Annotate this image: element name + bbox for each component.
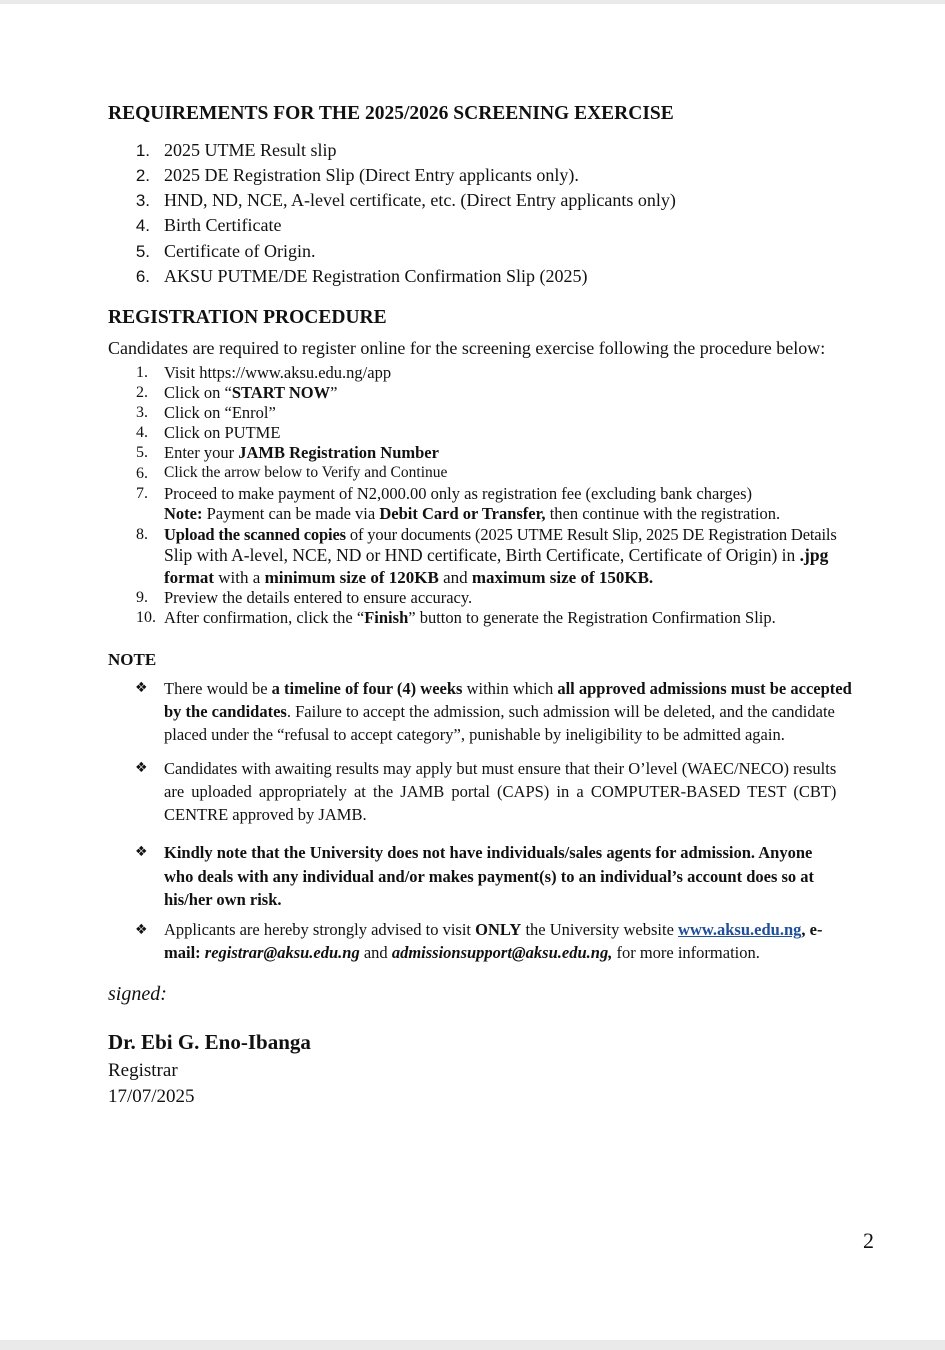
- requirements-heading: REQUIREMENTS FOR THE 2025/2026 SCREENING EXERCISE: [108, 103, 674, 124]
- procedure-heading: REGISTRATION PROCEDURE: [108, 307, 387, 328]
- bullet-icon: ❖: [135, 844, 148, 860]
- registrar-email[interactable]: registrar@aksu.edu.ng: [204, 943, 360, 962]
- signatory-title: Registrar: [108, 1060, 178, 1081]
- support-email[interactable]: admissionsupport@aksu.edu.ng,: [391, 943, 613, 962]
- website-link[interactable]: www.aksu.edu.ng: [678, 920, 802, 939]
- signatory-name: Dr. Ebi G. Eno-Ibanga: [108, 1030, 311, 1054]
- signature-date: 17/07/2025: [108, 1086, 195, 1107]
- signed-label: signed:: [108, 983, 167, 1005]
- bullet-icon: ❖: [135, 922, 148, 938]
- bullet-icon: ❖: [135, 680, 148, 696]
- document-page: REQUIREMENTS FOR THE 2025/2026 SCREENING EXERCISE 1. 2025 UTME Result slip 2. 2025 DE Registration Slip (Direct Entry applicants only). 3. HND, ND, NCE, A-level certificate, etc. (Direct Entry applicants only) 4. Birth Certificate 5. Certificate of Origin. 6. AKSU PUTME/DE Registration Confirmation Slip (2025) REGISTRATION PROCEDURE Candidates are required to register online for the screening exercise following the procedure below: 1. Visit https://www.aksu.edu.ng/app 2. Click on “START NOW” 3. Click on “Enrol” 4. Click on PUTME 5. Enter your JAMB Registration Number 6. Click the arrow below to Verify and Continue 7. Proceed to make payment of N2,000.00 only as registration fee (excluding bank charges) Note: Payment can be made via Debit Card or Transfer, then continue with the registration. 8. Upload the scanned copies of your documents (2025 UTME Result Slip, 2025 DE Registration Details Slip with A-level, NCE, ND or HND certificate, Birth Certificate, Certificate of Origin) in .jpg format with a minimum size of 120KB and maximum size of 150KB. 9. Preview the details entered to ensure accuracy. 10. After confirmation, click the “Finish” button to generate the Registration Confirmation Slip. NOTE ❖ There would be a timeline of four (4) weeks within which all approved admissions must be accepted by the candidates. Failure to accept the admission, such admission will be deleted, and the candidate placed under the “refusal to accept category”, punishable by ineligibility to be admitted again. ❖ Candidates with awaiting results may apply but must ensure that their O’level (WAEC/NECO) results are uploaded appropriately at the JAMB portal (CAPS) in a COMPUTER-BASED TEST (CBT) CENTRE approved by JAMB. ❖ Kindly note that the University does not have individuals/sales agents for admission. Anyone who deals with any individual and/or makes payment(s) to an individual’s account does so at his/her own risk. ❖ Applicants are hereby strongly advised to visit ONLY the University website www.aksu.edu.ng, e- mail: registrar@aksu.edu.ng and admissionsupport@aksu.edu.ng, for more information. signed: Dr. Ebi G. Eno-Ibanga Registrar 17/07/2025 2: [0, 4, 945, 1340]
- note-heading: NOTE: [108, 650, 157, 669]
- bullet-icon: ❖: [135, 760, 148, 776]
- procedure-intro: Candidates are required to register online for the screening exercise following the procedure below:: [108, 338, 826, 358]
- page-number: 2: [863, 1228, 874, 1253]
